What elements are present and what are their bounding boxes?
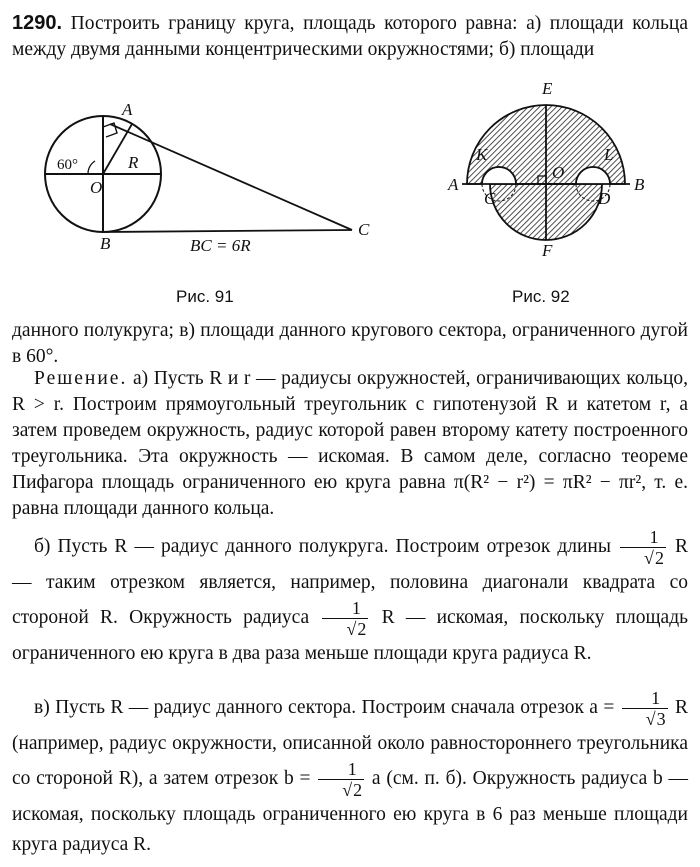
fig91-label-angle: 60°: [57, 157, 78, 173]
fig92-label-c: C: [484, 189, 496, 208]
fraction-1-sqrt2-c: $\frac{1}{√2}$: [318, 759, 364, 800]
fig91-tangent-ac: [110, 124, 352, 230]
fig91-label-b: B: [100, 234, 111, 253]
fig92-caption: Рис. 92: [512, 287, 570, 306]
fig92-label-o: O: [552, 163, 565, 182]
fig91-label-a: A: [122, 100, 133, 119]
problem-number: 1290.: [12, 12, 63, 34]
solution-b-text-2: R — таким отрезком является, например, половина диагонали квадрата со стороной R. Окружность радиуса: [12, 535, 689, 628]
solution-heading: Решение.: [34, 368, 128, 389]
fig92-label-f: F: [542, 241, 553, 260]
fig92-label-b: B: [634, 175, 645, 194]
problem-text-2: данного полукруга; в) площади данного кругового сектора, ограниченного дугой в 60°.: [12, 320, 688, 367]
solution-c-text-2: R (например, радиус окружности, описанной около равностороннего треугольника со стороной R), а затем отрезок b =: [12, 696, 689, 789]
solution-a: [12, 366, 688, 522]
fig91-label-o: O: [90, 178, 103, 197]
fig92-label-k: K: [476, 145, 488, 164]
fig92-label-e: E: [542, 79, 553, 98]
fig91-label-bc: BC = 6R: [190, 236, 251, 255]
fig91-label-r: R: [128, 153, 139, 172]
fig92-label-d: D: [598, 189, 611, 208]
fig91-segment-bc: [103, 230, 352, 232]
problem-statement: [12, 10, 688, 63]
solution-c: [12, 688, 688, 860]
problem-continuation: [12, 318, 688, 370]
solution-c-text-1: в) Пусть R — радиус данного сектора. Построим сначала отрезок a =: [34, 696, 615, 718]
fig92-label-l: L: [604, 145, 614, 164]
solution-b-text-1: б) Пусть R — радиус данного полукруга. Построим отрезок длины: [34, 535, 611, 557]
fig91-right-angle: [103, 123, 117, 137]
fig91-angle-arc: [88, 161, 95, 174]
fraction-1-sqrt2-b: $\frac{1}{√2}$: [322, 598, 368, 639]
solution-a-text: а) Пусть R и r — радиусы окружностей, ограничивающих кольцо, R > r. Построим прямоугольный треугольник с гипотенузой R и катетом r, а затем проведем окружность, радиус которой равен второму катету построенного треугольника. Эта окружность — искомая. В самом деле, согласно теореме Пифагора площадь ограниченного ею круга равна π(R² − r²) = πR² − πr², т. е. равна площади данного кольца.: [12, 368, 689, 519]
figure-92: [440, 70, 670, 260]
solution-c-text-3: a (см. п. б). Окружность радиуса b — искомая, поскольку площадь ограниченного ею круга в 6 раз меньше площади круга радиуса R.: [12, 767, 689, 855]
problem-text-1: Построить границу круга, площадь которого равна: а) площади кольца между двумя данными концентрическими окружностями; б) площади: [12, 13, 689, 60]
solution-b-text-3: R — искомая, поскольку площадь ограниченного ею круга в два раза меньше площади круга радиуса R.: [12, 606, 689, 664]
solution-b: [12, 527, 688, 669]
figure-91: [40, 95, 380, 270]
fig91-label-c: C: [358, 220, 370, 239]
fig91-caption: Рис. 91: [176, 287, 234, 306]
fig92-label-a: A: [448, 175, 459, 194]
fraction-1-sqrt2: $\frac{1}{√2}$: [620, 527, 666, 568]
fraction-1-sqrt3: $\frac{1}{√3}$: [622, 688, 668, 729]
